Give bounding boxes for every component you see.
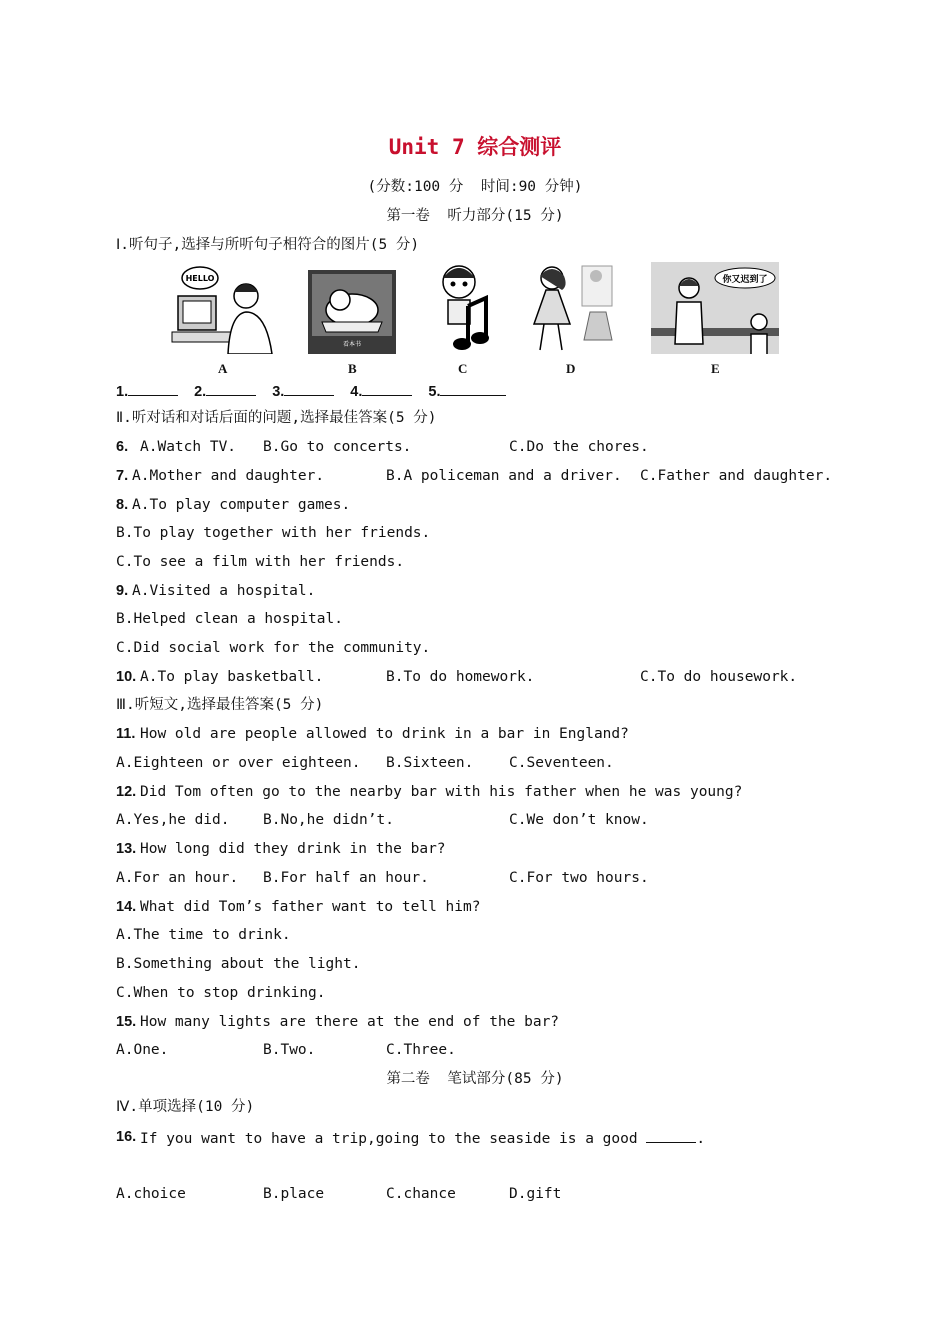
option-a: A.The time to drink. [116,927,291,943]
option-b: B.Something about the light. [116,956,361,972]
option-c: C.Father and daughter. [640,468,833,484]
option-a: A.Yes,he did. [116,812,230,828]
question-number: 16. [116,1129,137,1145]
option-a: A.Watch TV. [140,439,237,455]
option-b: B.No,he didn’t. [263,812,394,828]
option-c: C.We don’t know. [509,812,649,828]
picture-a [170,262,276,354]
option-c: C.Three. [386,1042,456,1058]
option-b: B.A policeman and a driver. [386,468,622,484]
option-a: A.Visited a hospital. [132,583,316,599]
section1-heading: Ⅰ.听句子,选择与所听句子相符合的图片(5 分) [116,237,420,253]
section2-heading: Ⅱ.听对话和对话后面的问题,选择最佳答案(5 分) [116,410,437,426]
option-a: A.choice [116,1186,186,1202]
option-c: C.For two hours. [509,870,649,886]
answer-blank[interactable] [362,381,412,396]
option-a: A.To play basketball. [140,669,324,685]
picture-a-label: A [218,361,228,376]
picture-d [526,262,618,354]
question-text-main: If you want to have a trip,going to the seaside is a good [140,1131,638,1147]
blank-label: 1. [116,384,129,400]
option-c: C.Did social work for the community. [116,640,431,656]
option-b: B.Go to concerts. [263,439,412,455]
answer-blank[interactable] [206,381,256,396]
section3-heading: Ⅲ.听短文,选择最佳答案(5 分) [116,697,324,713]
picture-e-bubble: 你又迟到了 [722,275,768,285]
answer-blank[interactable] [646,1128,696,1143]
picture-c [428,262,490,354]
part1-heading: 第一卷 听力部分(15 分) [386,208,564,224]
option-b: B.For half an hour. [263,870,429,886]
question-text: What did Tom’s father want to tell him? [140,899,481,915]
answer-blank[interactable] [284,381,334,396]
question-number: 14. [116,899,137,915]
answer-blank[interactable] [128,381,178,396]
question-number: 15. [116,1014,137,1030]
blank-label: 2. [194,384,207,400]
question-number: 8. [116,497,129,513]
question-number: 10. [116,669,137,685]
section4-heading: Ⅳ.单项选择(10 分) [116,1099,255,1115]
option-b: B.To play together with her friends. [116,525,431,541]
page-title: Unit 7 综合测评 [388,135,562,159]
exam-meta: (分数:100 分 时间:90 分钟) [367,179,583,195]
question-number: 11. [116,726,136,742]
picture-e [651,262,779,354]
question-number: 6. [116,439,129,455]
option-c: C.To do housework. [640,669,798,685]
question-number: 12. [116,784,137,800]
option-a: A.Eighteen or over eighteen. [116,755,361,771]
picture-b-caption: 看本书 [342,341,362,348]
picture-a-bubble: HELLO [185,274,215,283]
picture-b [308,262,396,354]
picture-d-label: D [566,361,576,376]
question-number: 9. [116,583,129,599]
option-c: C.When to stop drinking. [116,985,326,1001]
option-c: C.chance [386,1186,456,1202]
option-c: C.To see a film with her friends. [116,554,405,570]
picture-e-label: E [711,361,720,376]
blank-label: 4. [350,384,363,400]
picture-c-label: C [458,361,468,376]
answer-blanks [116,381,506,401]
question-text: How old are people allowed to drink in a bar in England? [140,726,629,742]
blank-label: 3. [272,384,285,400]
question-text: Did Tom often go to the nearby bar with his father when he was young? [140,784,743,800]
part2-heading: 第二卷 笔试部分(85 分) [386,1071,564,1087]
question-text: How long did they drink in the bar? [140,841,446,857]
picture-b-label: B [348,361,357,376]
option-a: A.To play computer games. [132,497,351,513]
question-text: How many lights are there at the end of the bar? [140,1014,560,1030]
question-number: 7. [116,468,129,484]
option-c: C.Seventeen. [509,755,614,771]
question-text-end: . [696,1131,706,1147]
question-number: 13. [116,841,137,857]
answer-blank[interactable] [440,381,506,396]
option-b: B.place [263,1186,325,1202]
blank-label: 5. [428,384,441,400]
option-a: A.For an hour. [116,870,239,886]
option-b: B.Helped clean a hospital. [116,611,343,627]
question-text [140,1128,705,1148]
option-a: A.One. [116,1042,169,1058]
option-c: C.Do the chores. [509,439,649,455]
option-b: B.Sixteen. [386,755,474,771]
option-b: B.Two. [263,1042,316,1058]
option-b: B.To do homework. [386,669,535,685]
option-a: A.Mother and daughter. [132,468,325,484]
option-d: D.gift [509,1186,562,1202]
